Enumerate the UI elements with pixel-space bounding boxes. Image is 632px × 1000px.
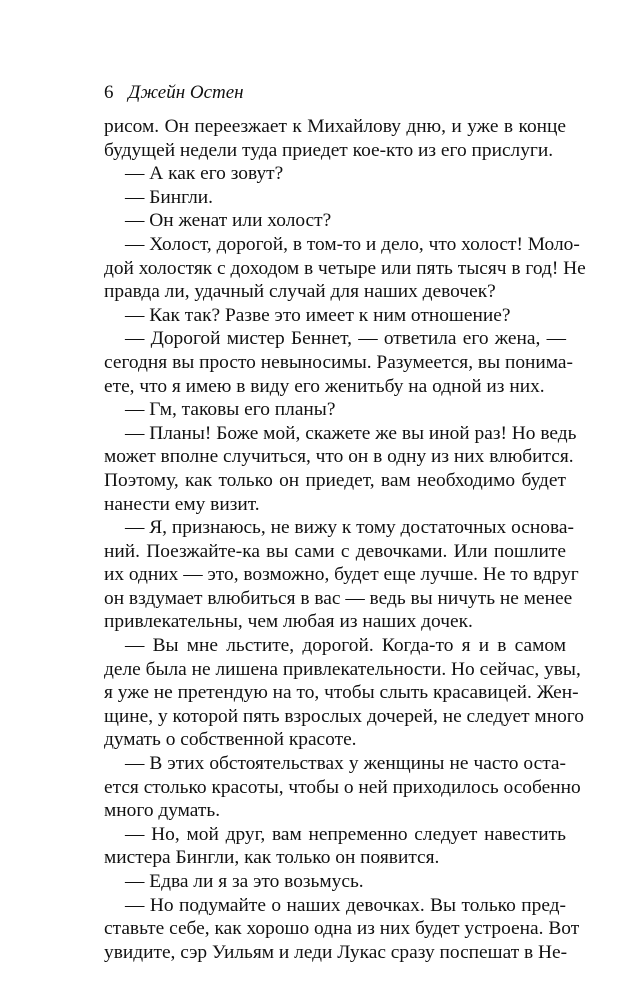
text-line: — Дорогой мистер Беннет, — ответила его жена, —	[125, 328, 566, 350]
text-line: Поэтому, как только он приедет, вам необходимо будет	[104, 469, 566, 491]
text-line: нанести ему визит.	[104, 493, 260, 515]
text-line: — Гм, таковы его планы?	[125, 399, 336, 421]
text-line: может вполне случиться, что он в одну из них влюбится.	[104, 446, 574, 468]
text-line: — Вы мне льстите, дорогой. Когда-то я и в самом	[125, 635, 566, 657]
text-line: щине, у которой пять взрослых дочерей, не следует много	[104, 705, 584, 727]
text-line: — Бингли.	[125, 186, 213, 208]
text-line: — В этих обстоятельствах у женщины не часто оста-	[125, 753, 566, 775]
text-line: — Планы! Боже мой, скажете же вы иной раз! Но ведь	[125, 422, 577, 444]
running-head-author: Джейн Остен	[128, 82, 244, 103]
page-number: 6	[104, 82, 114, 103]
text-line: будущей недели туда приедет кое-кто из его прислуги.	[104, 139, 554, 161]
text-line: — А как его зовут?	[125, 163, 284, 185]
text-line: увидите, сэр Уильям и леди Лукас сразу поспешат в Не-	[104, 941, 568, 963]
text-line: сегодня вы просто невыносимы. Разумеется, вы понима-	[104, 351, 573, 373]
text-line: думать о собственной красоте.	[104, 729, 357, 751]
text-line: я уже не претендую на то, чтобы слыть красавицей. Жен-	[104, 682, 579, 704]
body-text	[104, 115, 586, 964]
text-line: деле была не лишена привлекательности. Но сейчас, увы,	[104, 658, 581, 680]
text-line: дой холостяк с доходом в четыре или пять тысяч в год! Не	[104, 257, 586, 279]
text-line: правда ли, удачный случай для наших девочек?	[104, 281, 496, 303]
text-line: — Холост, дорогой, в том-то и дело, что холост! Моло-	[125, 233, 580, 255]
text-line: — Но подумайте о наших девочках. Вы только пред-	[125, 894, 566, 916]
text-line: — Я, признаюсь, не вижу к тому достаточных основа-	[125, 517, 574, 539]
text-line: рисом. Он переезжает к Михайлову дню, и уже в конце	[104, 116, 566, 137]
text-line: ний. Поезжайте-ка вы сами с девочками. Или пошлите	[104, 540, 566, 562]
text-line: много думать.	[104, 800, 221, 822]
text-line: он вздумает влюбиться в вас — ведь вы ничуть не менее	[104, 587, 573, 609]
text-line: ете, что я имею в виду его женитьбу на одной из них.	[104, 375, 545, 397]
running-head	[104, 82, 244, 104]
text-line: ется столько красоты, чтобы о ней приходилось особенно	[104, 776, 581, 798]
text-line: — Он женат или холост?	[125, 210, 332, 232]
text-line: привлекательны, чем любая из наших дочек.	[104, 611, 473, 633]
text-line: мистера Бингли, как только он появится.	[104, 847, 440, 869]
text-line: — Как так? Разве это имеет к ним отношение?	[125, 304, 511, 326]
text-line: их одних — это, возможно, будет еще лучше. Не то вдруг	[104, 564, 579, 586]
text-line: — Но, мой друг, вам непременно следует навестить	[125, 823, 566, 845]
text-line: ставьте себе, как хорошо одна из них будет устроена. Вот	[104, 918, 580, 940]
text-line: — Едва ли я за это возьмусь.	[125, 871, 364, 892]
